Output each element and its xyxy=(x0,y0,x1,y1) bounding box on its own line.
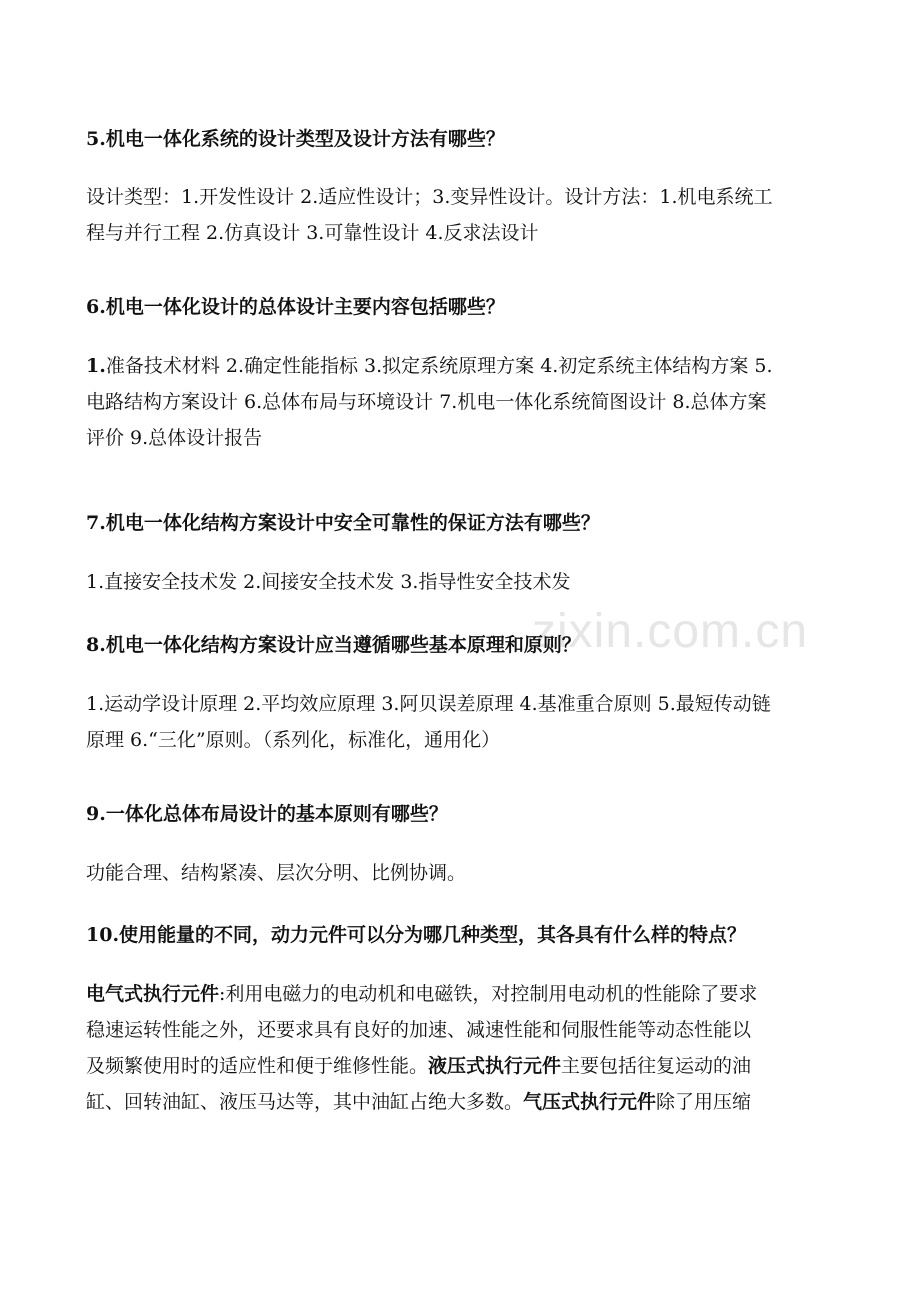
answer-10-line-1 xyxy=(86,976,842,1012)
answer-10-line-2: 稳速运转性能之外，还要求具有良好的加速、减速性能和伺服性能等动态性能以 xyxy=(86,1019,752,1041)
answer-6-line-2: 电路结构方案设计 6.总体布局与环境设计 7.机电一体化系统简图设计 8.总体方案 xyxy=(86,391,767,413)
answer-6-line-1 xyxy=(86,348,842,384)
watermark: zixin.com.cn xyxy=(532,605,809,658)
answer-10 xyxy=(86,976,842,1120)
answer-8-line-2: 原理 6.“三化”原则。（系列化，标准化，通用化） xyxy=(86,729,501,751)
answer-10-line-4-end: 除了用压缩 xyxy=(656,1091,752,1113)
answer-6 xyxy=(86,348,842,456)
answer-5-line-2: 程与并行工程 2.仿真设计 3.可靠性设计 4.反求法设计 xyxy=(86,222,539,244)
term-pneumatic-actuator: 气压式执行元件 xyxy=(523,1091,657,1113)
answer-9-line-1: 功能合理、结构紧凑、层次分明、比例协调。 xyxy=(86,862,467,884)
answer-10-line-3 xyxy=(86,1048,842,1084)
answer-8-line-1: 1.运动学设计原理 2.平均效应原理 3.阿贝误差原理 4.基准重合原则 5.最短传动链 xyxy=(86,693,771,715)
question-6-heading: 6.机电一体化设计的总体设计主要内容包括哪些？ xyxy=(86,296,505,318)
answer-7-line-1: 1.直接安全技术发 2.间接安全技术发 3.指导性安全技术发 xyxy=(86,571,571,593)
term-electric-actuator: 电气式执行元件 xyxy=(86,983,220,1005)
answer-7 xyxy=(86,564,842,600)
answer-8 xyxy=(86,686,842,758)
answer-10-line-3-start: 及频繁使用时的适应性和便于维修性能。 xyxy=(86,1055,429,1077)
term-hydraulic-actuator: 液压式执行元件 xyxy=(428,1055,562,1077)
answer-6-line-1-text: 准备技术材料 2.确定性能指标 3.拟定系统原理方案 4.初定系统主体结构方案 5. xyxy=(105,355,773,377)
question-7-heading: 7.机电一体化结构方案设计中安全可靠性的保证方法有哪些？ xyxy=(86,512,600,534)
question-8-heading: 8.机电一体化结构方案设计应当遵循哪些基本原理和原则？ xyxy=(86,634,581,656)
answer-5-line-1: 设计类型：1.开发性设计 2.适应性设计；3.变异性设计。设计方法：1.机电系统工 xyxy=(86,186,773,208)
answer-6-bold-number: 1. xyxy=(86,355,106,377)
question-5-heading: 5.机电一体化系统的设计类型及设计方法有哪些？ xyxy=(86,128,505,150)
answer-6-line-3: 评价 9.总体设计报告 xyxy=(86,427,263,449)
question-9-heading: 9.一体化总体布局设计的基本原则有哪些？ xyxy=(86,803,448,825)
answer-10-line-3-end: 主要包括往复运动的油 xyxy=(561,1055,752,1077)
answer-10-line-4-start: 缸、回转油缸、液压马达等，其中油缸占绝大多数。 xyxy=(86,1091,524,1113)
answer-9 xyxy=(86,855,842,891)
answer-10-line-1-text: :利用电磁力的电动机和电磁铁，对控制用电动机的性能除了要求 xyxy=(219,983,758,1005)
question-10-heading: 10.使用能量的不同，动力元件可以分为哪几种类型，其各具有什么样的特点？ xyxy=(86,924,747,946)
answer-10-line-4 xyxy=(86,1084,842,1120)
answer-5 xyxy=(86,179,842,251)
